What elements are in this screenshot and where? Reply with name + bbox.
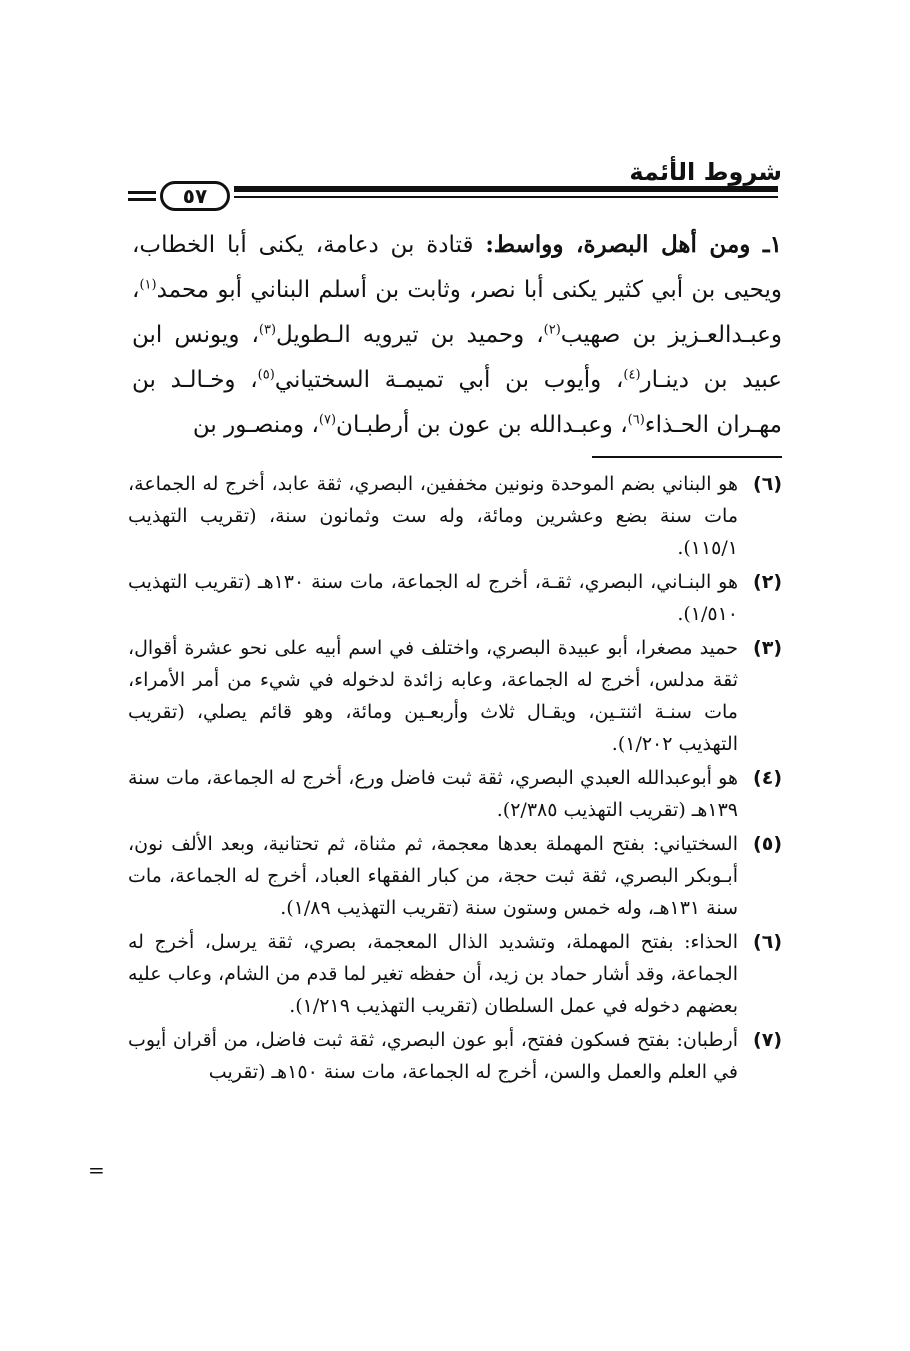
footnote-text: هو أبوعبدالله العبدي البصري، ثقة ثبت فاضل ورع، أخرج له الجماعة، مات سنة ١٣٩هـ (تقريب التهذيب ٢/٣٨٥). xyxy=(128,767,738,821)
footnote xyxy=(128,632,782,760)
footnote-number: (٣) xyxy=(753,637,782,659)
text-part: قتادة بن دعامة، يكنى أبا الخطاب، ويحيى بن أبي كثير يكنى أبا نصر، وثابت بن أسلم البناني أبو محمد xyxy=(132,232,782,303)
footnote-number: (٦) xyxy=(753,931,782,953)
footnote-ref[interactable]: (٧) xyxy=(318,412,337,428)
footnote-number: (٦) xyxy=(753,473,782,495)
footnote-separator xyxy=(592,456,782,458)
footnote-ref[interactable]: (٤) xyxy=(623,367,641,383)
footnote-number: (٧) xyxy=(753,1029,782,1051)
continuation-mark: = xyxy=(88,1158,105,1182)
text-part: ، وخـالـد بن مهـران الحـذاء xyxy=(132,367,782,438)
text-part: ، وحميد بن تيرويه الـطويل xyxy=(276,322,544,348)
footnote-ref[interactable]: (٢) xyxy=(543,322,561,338)
footnote xyxy=(128,566,782,630)
footnote-number: (٢) xyxy=(753,571,782,593)
page-number: ٥٧ xyxy=(160,181,230,211)
text-part: ، ويونس ابن عبيد بن دينـار xyxy=(132,322,782,393)
footnote-ref[interactable]: (٣) xyxy=(258,322,277,338)
footnote-number: (٥) xyxy=(753,833,782,855)
paragraph-lead: ١ـ ومن أهل البصرة، وواسط: xyxy=(485,231,782,258)
header-rule-right xyxy=(234,186,778,206)
main-paragraph xyxy=(132,222,782,448)
footnote xyxy=(128,762,782,826)
footnote-number: (٤) xyxy=(753,767,782,789)
footnote-ref[interactable]: (٥) xyxy=(257,367,275,383)
footnote xyxy=(128,468,782,564)
footnote-text: السختياني: بفتح المهملة بعدها معجمة، ثم مثناة، ثم تحتانية، وبعد الألف نون، أبـوبكر البصري، ثقة ثبت حجة، من كبار الفقهاء العباد، أخرج له الجماعة، مات سنة ١٣١هـ، وله خمس وستون سنة (تقريب التهذيب ١/٨٩). xyxy=(128,833,738,919)
text-part: ، وعبـدالله بن عون بن أرطبـان xyxy=(336,412,628,438)
footnote xyxy=(128,1024,782,1088)
footnote xyxy=(128,926,782,1022)
text-part: ، ومنصـور بن xyxy=(192,412,319,438)
footnote-ref[interactable]: (١) xyxy=(139,277,157,293)
header-rule xyxy=(128,180,778,214)
running-title: شروط الأئمة xyxy=(629,158,782,186)
footnote xyxy=(128,828,782,924)
footnote-text: أرطبان: بفتح فسكون ففتح، أبو عون البصري، ثقة ثبت فاضل، من أقران أيوب في العلم والعمل والسن، أخرج له الجماعة، مات سنة ١٥٠هـ (تقريب xyxy=(128,1029,738,1083)
footnote-text: هو البناني بضم الموحدة ونونين مخففين، البصري، ثقة عابد، أخرج له الجماعة، مات سنة بضع وعشرين ومائة، وله ست وثمانون سنة، (تقريب التهذيب ١١٥/١). xyxy=(128,473,738,559)
footnote-text: الحذاء: بفتح المهملة، وتشديد الذال المعجمة، بصري، ثقة يرسل، أخرج له الجماعة، وقد أشار حماد بن زيد، أن حفظه تغير لما قدم من الشام، وعاب عليه بعضهم دخوله في عمل السلطان (تقريب التهذيب ١/٢١٩). xyxy=(128,931,738,1017)
footnote-text: حميد مصغرا، أبو عبيدة البصري، واختلف في اسم أبيه على نحو عشرة أقوال، ثقة مدلس، أخرج له الجماعة، وعابه زائدة لدخوله في شيء من أمر الأمراء، مات سنـة اثنتـين، ويقـال ثلاث وأربعـين ومائة، وهو قائم يصلي، (تقريب التهذيب ١/٢٠٢). xyxy=(128,637,738,755)
footnote-text: هو البنـاني، البصري، ثقـة، أخرج له الجماعة، مات سنة ١٣٠هـ (تقريب التهذيب ١/٥١٠). xyxy=(128,571,738,625)
footnotes xyxy=(128,468,782,1090)
header-rule-left xyxy=(128,191,156,201)
text-part: ، وعبـدالعـزيز بن صهيب xyxy=(132,277,782,348)
footnote-ref[interactable]: (٦) xyxy=(627,412,645,428)
text-part: ، وأيوب بن أبي تميمـة السختياني xyxy=(274,367,624,393)
